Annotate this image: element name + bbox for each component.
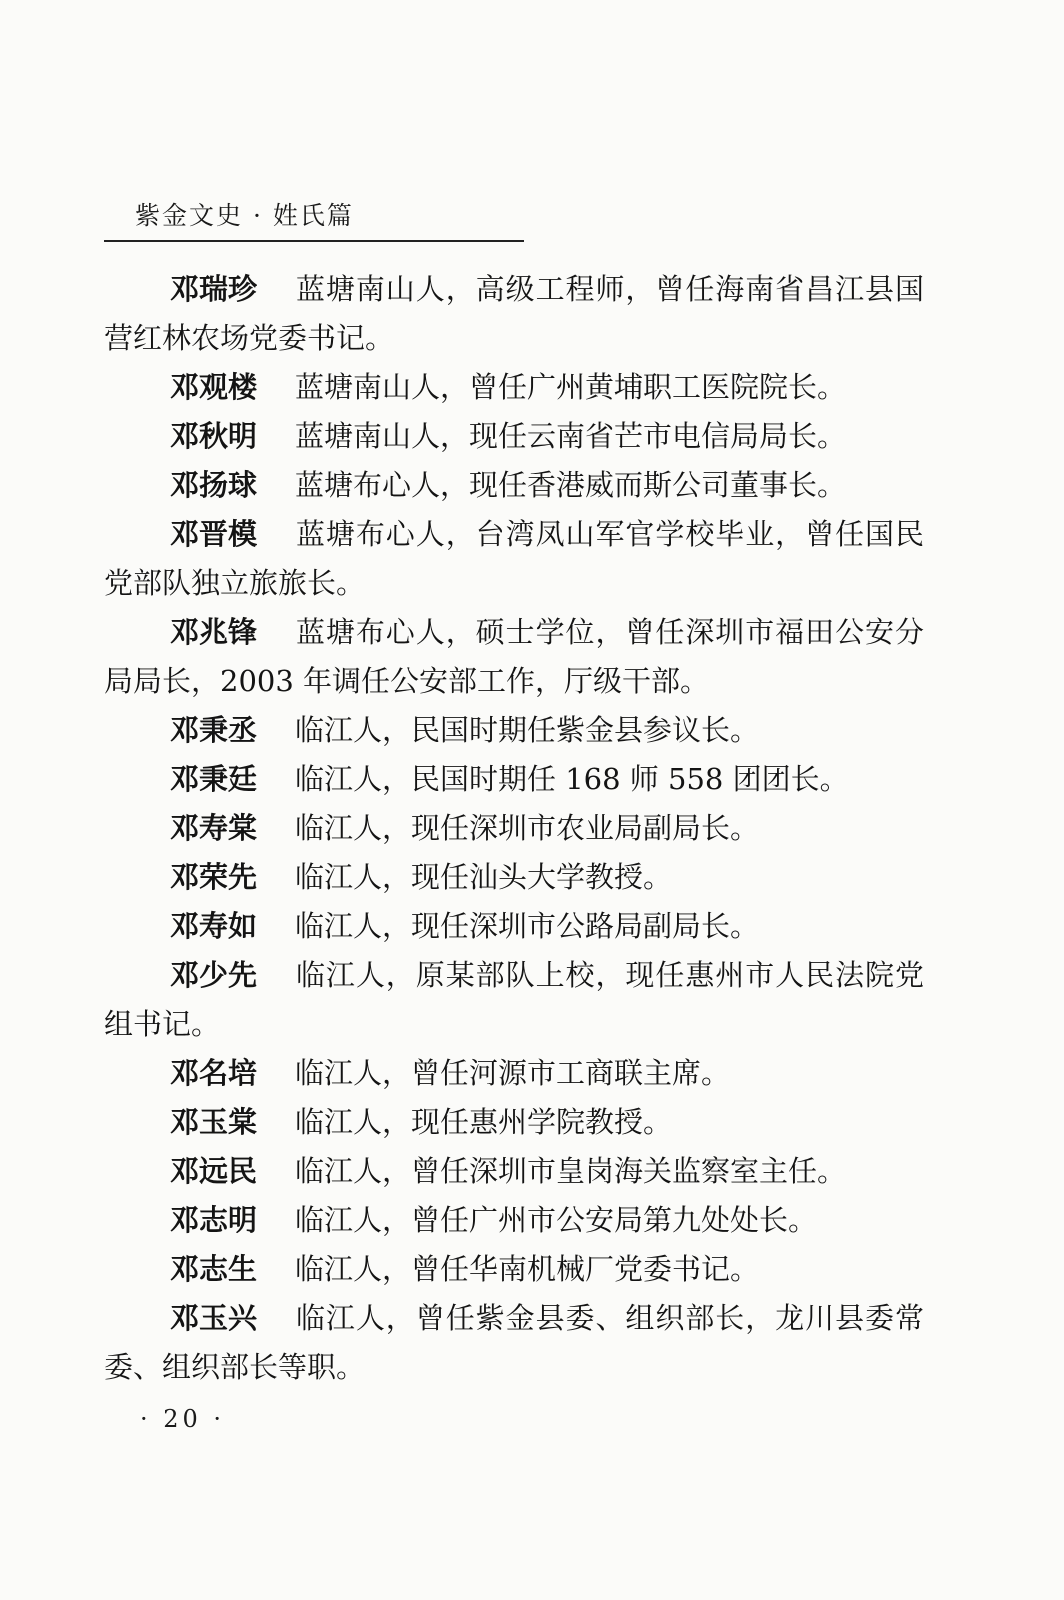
person-description: 临江人，现任汕头大学教授。: [295, 860, 673, 894]
biography-entry: [104, 1147, 924, 1196]
person-name: 邓名培: [170, 1056, 258, 1090]
person-description: 临江人，曾任华南机械厂党委书记。: [295, 1252, 760, 1286]
person-name: 邓玉棠: [170, 1105, 258, 1139]
person-description: 临江人，曾任广州市公安局第九处处长。: [295, 1203, 818, 1237]
biography-entry: [104, 951, 924, 1049]
person-name: 邓寿棠: [170, 811, 258, 845]
person-name: 邓远民: [170, 1154, 258, 1188]
running-header: 紫金文史 · 姓氏篇: [135, 201, 354, 230]
person-name: 邓志明: [170, 1203, 258, 1237]
biography-entry: [104, 853, 924, 902]
person-name: 邓寿如: [170, 909, 258, 943]
person-name: 邓兆锋: [170, 615, 258, 649]
person-description: 临江人，民国时期任紫金县参议长。: [295, 713, 760, 747]
biography-entry: [104, 412, 924, 461]
biography-entry: [104, 1098, 924, 1147]
biography-entry: [104, 265, 924, 363]
person-name: 邓观楼: [170, 370, 258, 404]
biography-entry: [104, 461, 924, 510]
biography-entry: [104, 363, 924, 412]
person-description: 蓝塘布心人，硕士学位，曾任深圳市福田公安分局局长，2003 年调任公安部工作，厅级干部。: [104, 615, 924, 698]
biography-list: [104, 265, 924, 1392]
person-name: 邓晋模: [170, 517, 258, 551]
person-description: 蓝塘南山人，高级工程师，曾任海南省昌江县国营红林农场党委书记。: [104, 272, 924, 355]
person-description: 临江人，曾任紫金县委、组织部长，龙川县委常委、组织部长等职。: [104, 1301, 924, 1384]
person-name: 邓秉丞: [170, 713, 258, 747]
biography-entry: [104, 1245, 924, 1294]
person-description: 临江人，原某部队上校，现任惠州市人民法院党组书记。: [104, 958, 924, 1041]
biography-entry: [104, 706, 924, 755]
person-description: 临江人，民国时期任 168 师 558 团团长。: [295, 762, 849, 796]
biography-entry: [104, 755, 924, 804]
page-number: · 20 ·: [140, 1405, 226, 1433]
person-description: 临江人，曾任河源市工商联主席。: [295, 1056, 731, 1090]
biography-entry: [104, 608, 924, 706]
biography-entry: [104, 1196, 924, 1245]
person-name: 邓少先: [170, 958, 258, 992]
biography-entry: [104, 510, 924, 608]
person-name: 邓扬球: [170, 468, 258, 502]
person-name: 邓秋明: [170, 419, 258, 453]
person-description: 蓝塘南山人，曾任广州黄埔职工医院院长。: [295, 370, 847, 404]
person-description: 蓝塘布心人，现任香港威而斯公司董事长。: [295, 468, 847, 502]
person-name: 邓瑞珍: [170, 272, 258, 306]
biography-entry: [104, 804, 924, 853]
biography-entry: [104, 1049, 924, 1098]
person-name: 邓玉兴: [170, 1301, 258, 1335]
person-description: 临江人，曾任深圳市皇岗海关监察室主任。: [295, 1154, 847, 1188]
person-description: 蓝塘南山人，现任云南省芒市电信局局长。: [295, 419, 847, 453]
person-description: 临江人，现任深圳市农业局副局长。: [295, 811, 760, 845]
person-description: 蓝塘布心人，台湾凤山军官学校毕业，曾任国民党部队独立旅旅长。: [104, 517, 924, 600]
person-description: 临江人，现任惠州学院教授。: [295, 1105, 673, 1139]
header-rule: [104, 240, 524, 242]
person-name: 邓志生: [170, 1252, 258, 1286]
person-description: 临江人，现任深圳市公路局副局长。: [295, 909, 760, 943]
person-name: 邓秉廷: [170, 762, 258, 796]
biography-entry: [104, 902, 924, 951]
person-name: 邓荣先: [170, 860, 258, 894]
biography-entry: [104, 1294, 924, 1392]
